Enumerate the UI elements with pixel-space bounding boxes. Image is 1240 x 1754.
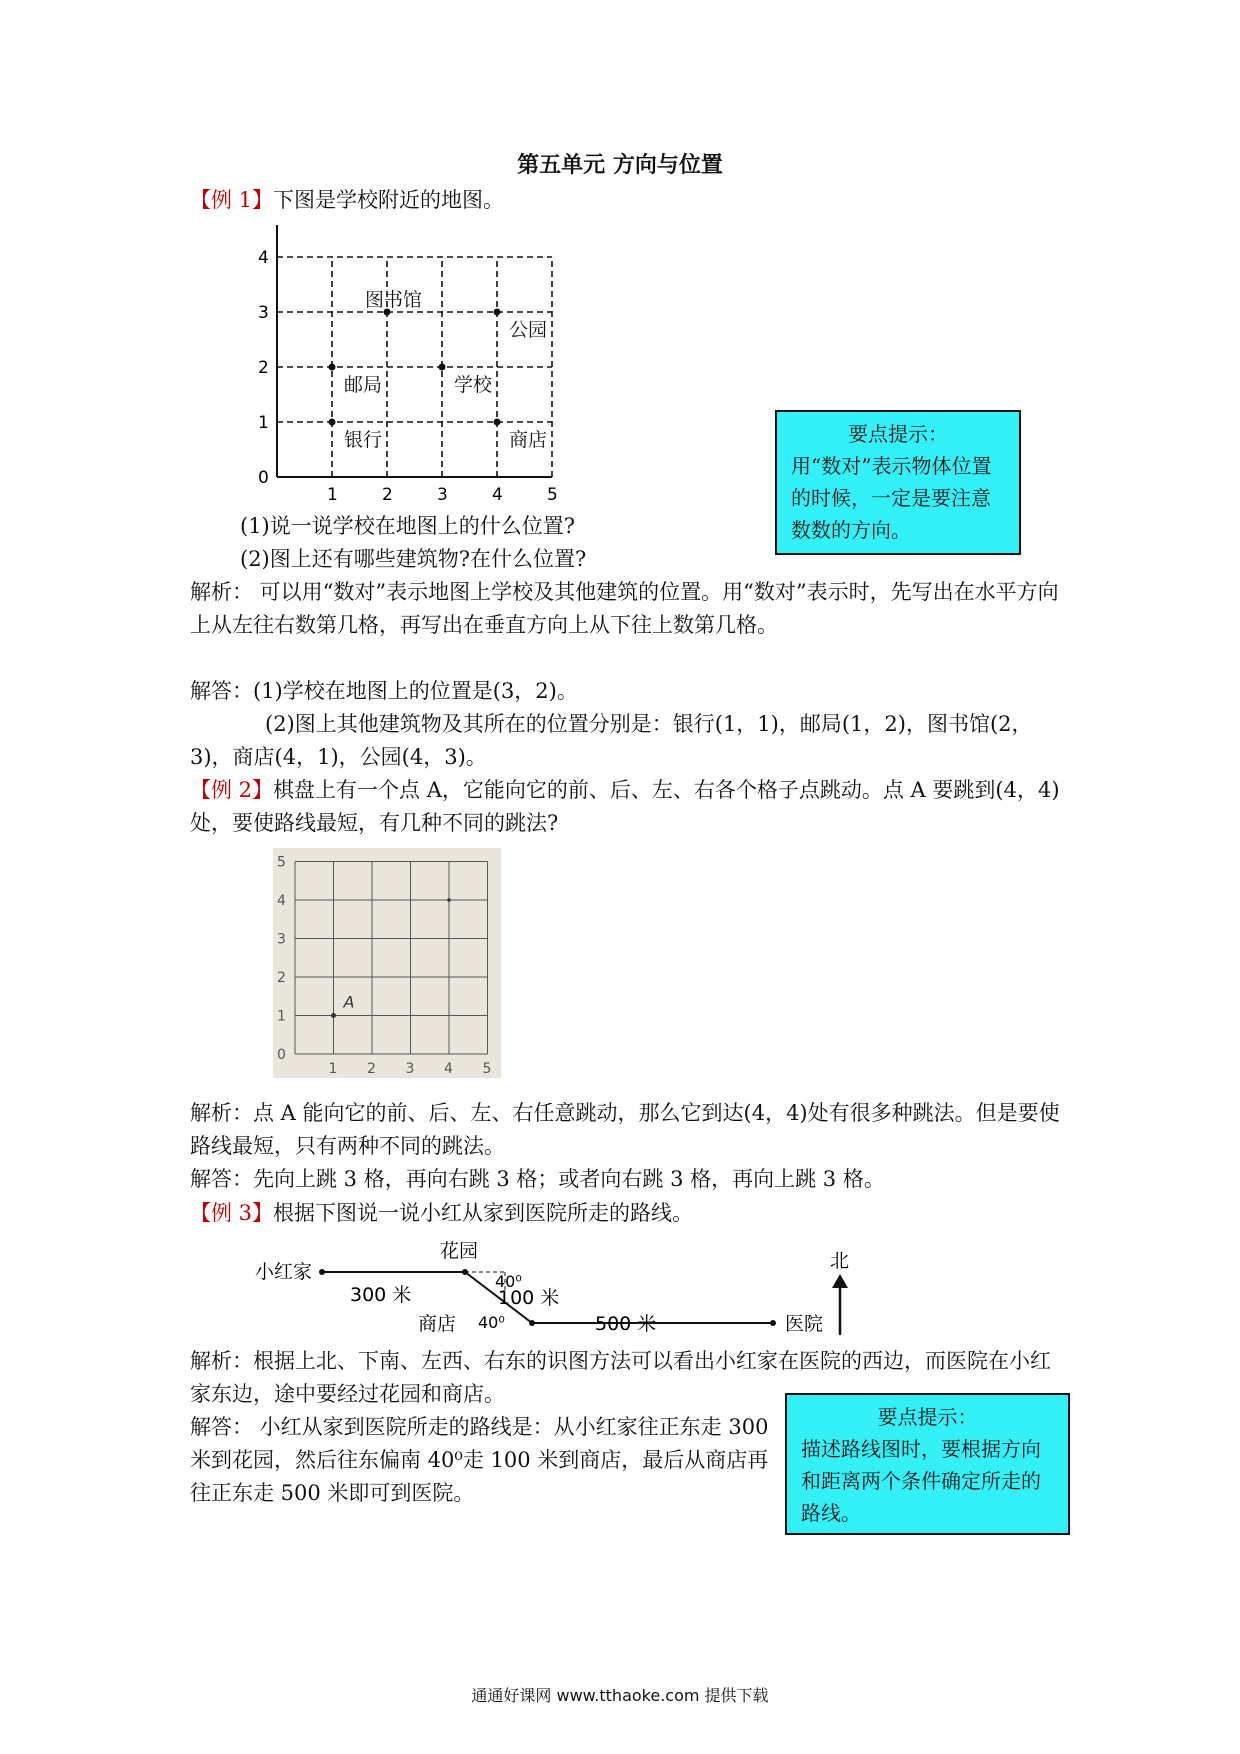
x-tick-label: 5: [547, 485, 558, 505]
distance-1: 300 米: [350, 1284, 412, 1306]
example-text: 下图是学校附近的地图。: [273, 188, 505, 212]
x-tick-label: 3: [437, 485, 448, 505]
y-tick-label: 1: [277, 1008, 286, 1025]
place-label: 银行: [344, 429, 383, 451]
example-label: 【例 2】: [190, 778, 274, 802]
y-tick-label: 0: [258, 468, 269, 488]
example-text: 棋盘上有一个点 A，它能向它的前、后、左、右各个格子点跳动。点 A 要跳到(4，4)处，要使路线最短，有几种不同的跳法?: [190, 778, 1060, 835]
analysis-3: 解析：根据上北、下南、左西、右东的识图方法可以看出小红家在医院的西边，而医院在小红家东边，途中要经过花园和商店。: [190, 1349, 1051, 1406]
north-arrow-icon: [832, 1274, 848, 1288]
hospital-label: 医院: [785, 1313, 824, 1335]
x-tick-label: 4: [444, 1061, 453, 1077]
route-map: [250, 1240, 870, 1340]
y-tick-label: 4: [277, 893, 286, 909]
y-tick-label: 0: [277, 1047, 286, 1063]
place-label: 学校: [454, 374, 493, 396]
angle-label-1: 40⁰: [495, 1272, 522, 1291]
tip-box-2: [785, 1393, 1070, 1535]
tip-body: 用“数对”表示物体位置的时候，一定是要注意数数的方向。: [791, 454, 992, 542]
angle-label-2: 40⁰: [478, 1313, 505, 1332]
example-2-heading: [190, 774, 1070, 840]
answer-3: 解答： 小红从家到医院所走的路线是：从小红家往正东走 300 米到花园，然后往东偏南 40⁰走 100 米到商店，最后从商店再往正东走 500 米即可到医院。: [190, 1415, 769, 1505]
home-label: 小红家: [255, 1261, 313, 1283]
place-dot: [329, 419, 336, 426]
answer-1a: 解答：(1)学校在地图上的位置是(3，2)。: [190, 679, 578, 703]
map-grid: [258, 225, 558, 505]
shop-dot: [529, 1320, 535, 1326]
place-dot: [329, 364, 336, 371]
page-title: 第五单元 方向与位置: [517, 152, 723, 178]
answer-1b: (2)图上其他建筑物及其所在的位置分别是：银行(1，1)，邮局(1，2)，图书馆(2，3)，商店(4，1)，公园(4，3)。: [190, 712, 1033, 769]
y-tick-label: 2: [277, 970, 286, 986]
tip-head: 要点提示：: [877, 1405, 978, 1429]
tip-body: 描述路线图时，要根据方向和距离两个条件确定所走的路线。: [801, 1437, 1041, 1525]
y-tick-label: 3: [277, 931, 286, 948]
x-tick-label: 3: [405, 1061, 415, 1077]
place-label: 公园: [509, 319, 548, 341]
distance-3: 500 米: [595, 1313, 657, 1335]
analysis-1: 解析： 可以用“数对”表示地图上学校及其他建筑的位置。用“数对”表示时，先写出在水平方向上从左往右数第几格，再写出在垂直方向上从下往上数第几格。: [190, 580, 1059, 637]
point-a-dot: [331, 1013, 336, 1018]
footer: 通通好课网 www.tthaoke.com 提供下载: [471, 1686, 769, 1705]
hospital-dot: [770, 1320, 776, 1326]
place-dot: [439, 364, 446, 371]
y-tick-label: 1: [258, 413, 269, 433]
north-label: 北: [830, 1250, 850, 1272]
garden-dot: [462, 1269, 468, 1275]
garden-label: 花园: [440, 1240, 479, 1262]
y-tick-label: 5: [277, 854, 286, 871]
example-1-heading: [190, 184, 1070, 217]
example-3-heading: [190, 1197, 1070, 1230]
example-label: 【例 1】: [190, 188, 274, 212]
x-tick-label: 1: [328, 1061, 338, 1077]
y-tick-label: 2: [258, 358, 269, 378]
question-1: (1)说一说学校在地图上的什么位置?: [240, 514, 576, 538]
place-dot: [494, 309, 501, 316]
place-label: 图书馆: [365, 289, 423, 311]
chess-board: [273, 848, 501, 1078]
x-tick-label: 2: [367, 1061, 376, 1077]
x-tick-label: 5: [482, 1061, 492, 1077]
place-dot: [494, 419, 501, 426]
x-tick-label: 2: [382, 485, 393, 505]
home-dot: [319, 1269, 325, 1275]
tip-box-1: [775, 410, 1021, 555]
analysis-2: 解析：点 A 能向它的前、后、左、右任意跳动，那么它到达(4，4)处有很多种跳法。但是要使路线最短，只有两种不同的跳法。: [190, 1101, 1060, 1158]
point-a-label: A: [343, 992, 355, 1012]
x-tick-label: 1: [327, 485, 338, 505]
answer-2: 解答：先向上跳 3 格，再向右跳 3 格；或者向右跳 3 格，再向上跳 3 格。: [190, 1167, 885, 1191]
example-text: 根据下图说一说小红从家到医院所走的路线。: [273, 1201, 694, 1225]
place-label: 商店: [509, 429, 548, 451]
y-tick-label: 3: [258, 303, 269, 323]
target-dot: [447, 898, 451, 902]
y-tick-label: 4: [258, 248, 269, 268]
distance-2: 100 米: [498, 1287, 560, 1309]
school-map: [255, 225, 575, 515]
place-label: 邮局: [344, 374, 383, 396]
x-tick-label: 4: [492, 485, 503, 505]
example-label: 【例 3】: [190, 1201, 274, 1225]
question-2: (2)图上还有哪些建筑物?在什么位置?: [240, 547, 587, 571]
tip-head: 要点提示：: [848, 422, 948, 446]
shop-label: 商店: [418, 1313, 457, 1335]
